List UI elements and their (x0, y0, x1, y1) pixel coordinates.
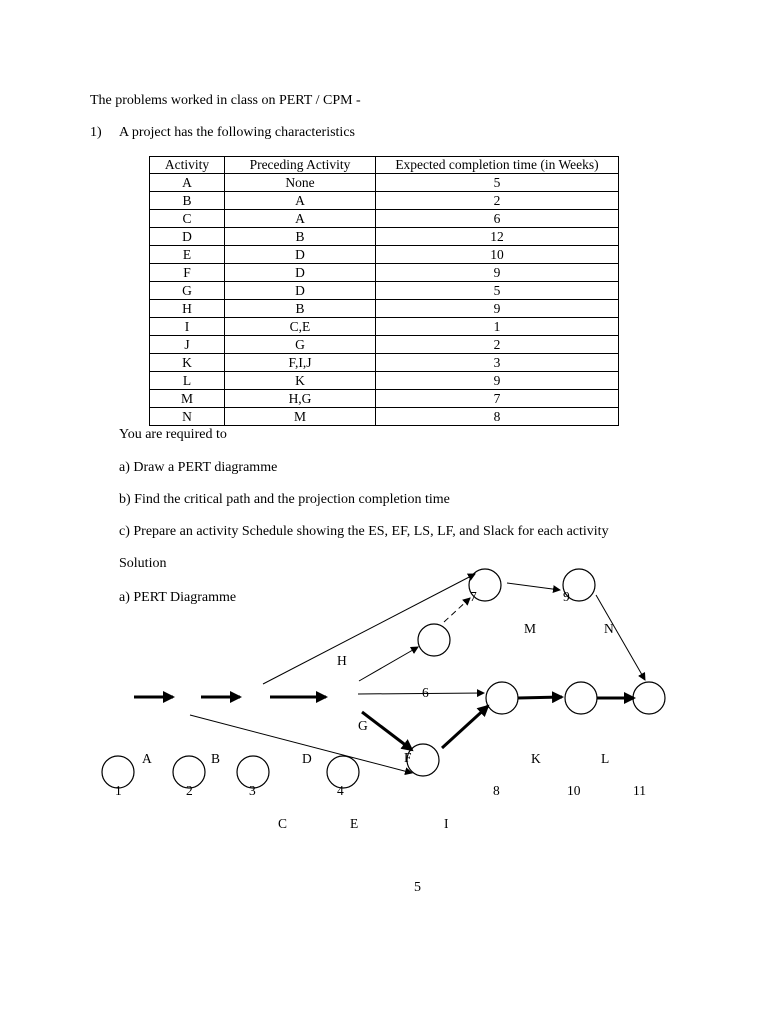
table-cell: 1 (376, 318, 619, 336)
arrow-m (507, 583, 560, 590)
table-cell: N (150, 408, 225, 426)
node-label: 9 (563, 589, 570, 604)
activity-label: D (302, 751, 312, 766)
page-heading: The problems worked in class on PERT / CPM - (90, 93, 361, 108)
activity-label: K (531, 751, 541, 766)
dummy-arrow (444, 598, 470, 622)
table-cell: 9 (376, 300, 619, 318)
table-cell: G (150, 282, 225, 300)
table-cell: 9 (376, 264, 619, 282)
table-cell: None (225, 174, 376, 192)
column-header: Expected completion time (in Weeks) (376, 157, 619, 174)
arrow-n (596, 595, 645, 680)
arrow-g (359, 647, 418, 681)
table-cell: 3 (376, 354, 619, 372)
table-cell: D (150, 228, 225, 246)
node-label: 11 (633, 783, 646, 798)
column-header: Activity (150, 157, 225, 174)
table-cell: 10 (376, 246, 619, 264)
arrow-h (263, 574, 475, 684)
table-cell: K (150, 354, 225, 372)
table-cell: C (150, 210, 225, 228)
table-cell: A (150, 174, 225, 192)
task-c: c) Prepare an activity Schedule showing the ES, EF, LS, LF, and Slack for each activity (119, 524, 609, 539)
table-cell: B (150, 192, 225, 210)
arrow-k (518, 697, 562, 698)
column-header: Preceding Activity (225, 157, 376, 174)
activity-label: B (211, 751, 221, 766)
table-cell: G (225, 336, 376, 354)
activity-label: E (350, 816, 359, 831)
table-cell: J (150, 336, 225, 354)
page-number: 5 (414, 880, 421, 895)
edge-number: 6 (422, 685, 429, 700)
table-cell: 2 (376, 192, 619, 210)
table-cell: I (150, 318, 225, 336)
table-cell: H (150, 300, 225, 318)
activity-label: H (337, 653, 347, 668)
table-cell: D (225, 282, 376, 300)
task-a: a) Draw a PERT diagramme (119, 460, 278, 475)
table-cell: B (225, 228, 376, 246)
table-cell: D (225, 264, 376, 282)
table-cell: D (225, 246, 376, 264)
table-cell: B (225, 300, 376, 318)
table-cell: 8 (376, 408, 619, 426)
node-label: 2 (186, 783, 193, 798)
table-cell: H,G (225, 390, 376, 408)
activity-label: A (142, 751, 152, 766)
required-text: You are required to (119, 427, 227, 442)
node-label: 1 (115, 783, 122, 798)
table-cell: M (225, 408, 376, 426)
activity-label: G (358, 718, 368, 733)
node-label: 10 (567, 783, 581, 798)
solution-label: Solution (119, 556, 167, 571)
node-label: 7 (470, 589, 477, 604)
activity-label: F (404, 750, 412, 765)
table-cell: F (150, 264, 225, 282)
activity-label: M (524, 621, 537, 636)
problem-number: 1) (90, 125, 102, 140)
node-label: 3 (249, 783, 256, 798)
table-cell: 12 (376, 228, 619, 246)
table-cell: C,E (225, 318, 376, 336)
table-cell: 6 (376, 210, 619, 228)
table-cell: 5 (376, 174, 619, 192)
arrow-e (358, 693, 484, 694)
table-cell: K (225, 372, 376, 390)
node-circle (633, 682, 665, 714)
activity-label: C (278, 816, 288, 831)
activity-label: L (601, 751, 610, 766)
task-b: b) Find the critical path and the projection completion time (119, 492, 450, 507)
table-cell: M (150, 390, 225, 408)
node-label: 8 (493, 783, 500, 798)
table-cell: L (150, 372, 225, 390)
table-cell: F,I,J (225, 354, 376, 372)
node-circle (418, 624, 450, 656)
arrow-i (442, 706, 488, 748)
activity-label: I (444, 816, 449, 831)
table-cell: 7 (376, 390, 619, 408)
table-cell: 9 (376, 372, 619, 390)
table-cell: 5 (376, 282, 619, 300)
table-cell: 2 (376, 336, 619, 354)
diagram-title: a) PERT Diagramme (119, 590, 237, 605)
table-cell: A (225, 210, 376, 228)
arrow-f (362, 712, 412, 750)
table-cell: A (225, 192, 376, 210)
node-circle (486, 682, 518, 714)
node-label: 4 (337, 783, 344, 798)
table-cell: E (150, 246, 225, 264)
problem-statement: A project has the following characteristics (119, 125, 355, 140)
node-circle (565, 682, 597, 714)
activity-label: N (604, 621, 614, 636)
